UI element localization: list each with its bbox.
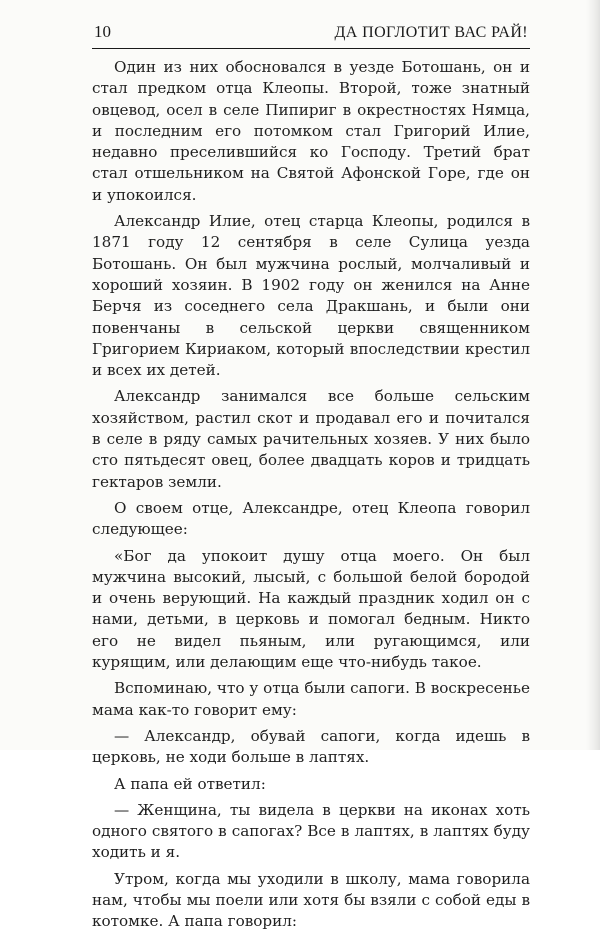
paragraph: Александр занимался все больше сельским хозяйством, растил скот и продавал его и почитался в селе в ряду самых рачительных хозяев. У них было сто пятьдесят овец, более двадцать коров и тридцать гектаров земли. bbox=[92, 387, 530, 491]
page-edge-shadow bbox=[586, 0, 600, 750]
page-number: 10 bbox=[94, 22, 111, 41]
paragraph: О своем отце, Александре, отец Клеопа говорил следующее: bbox=[92, 498, 530, 539]
running-title: ДА ПОГЛОТИТ ВАС РАЙ! bbox=[334, 24, 528, 41]
paragraph: Вспоминаю, что у отца были сапоги. В воскресенье мама как-то говорит ему: bbox=[92, 679, 530, 719]
page-header bbox=[92, 18, 530, 49]
paragraph: Один из них обосновался в уезде Ботошань, он и стал предком отца Клеопы. Второй, тоже знатный овцевод, осел в селе Пипириг в окрестностях Нямца, и последним его потомком стал Григорий Илие, недавно преселившийся ко Господу. Третий брат стал отшельником на Святой Афонской Горе, где он и упокоился. bbox=[92, 58, 530, 204]
paragraph: А папа ей ответил: bbox=[114, 774, 266, 793]
paragraph: Александр Илие, отец старца Клеопы, родился в 1871 году 12 сентября в селе Сулица уезда Ботошань. Он был мужчина рослый, молчаливый и хороший хозяин. В 1902 году он женился на Анне Берчя из соседнего села Дракшань, и были они повенчаны в сельской церкви священником Григорием Кириаком, который впоследствии крестил и всех их детей. bbox=[92, 212, 530, 380]
paragraph: Утром, когда мы уходили в школу, мама говорила нам, чтобы мы поели или хотя бы взяли с собой еды в котомке. А папа говорил: bbox=[92, 869, 530, 931]
paragraph: — Александр, обувай сапоги, когда идешь в церковь, не ходи больше в лаптях. bbox=[92, 726, 530, 767]
paragraph: — Женщина, ты видела в церкви на иконах хоть одного святого в сапогах? Все в лаптях, в лаптях буду ходить и я. bbox=[92, 800, 530, 862]
body-text bbox=[92, 57, 530, 933]
paragraph: «Бог да упокоит душу отца моего. Он был мужчина высокий, лысый, с большой белой бородой и очень верующий. На каждый праздник ходил он с нами, детьми, в церковь и помогал бедным. Никто его не видел пьяным, или ругающимся, или курящим, или делающим еще что-нибудь такое. bbox=[92, 546, 530, 672]
